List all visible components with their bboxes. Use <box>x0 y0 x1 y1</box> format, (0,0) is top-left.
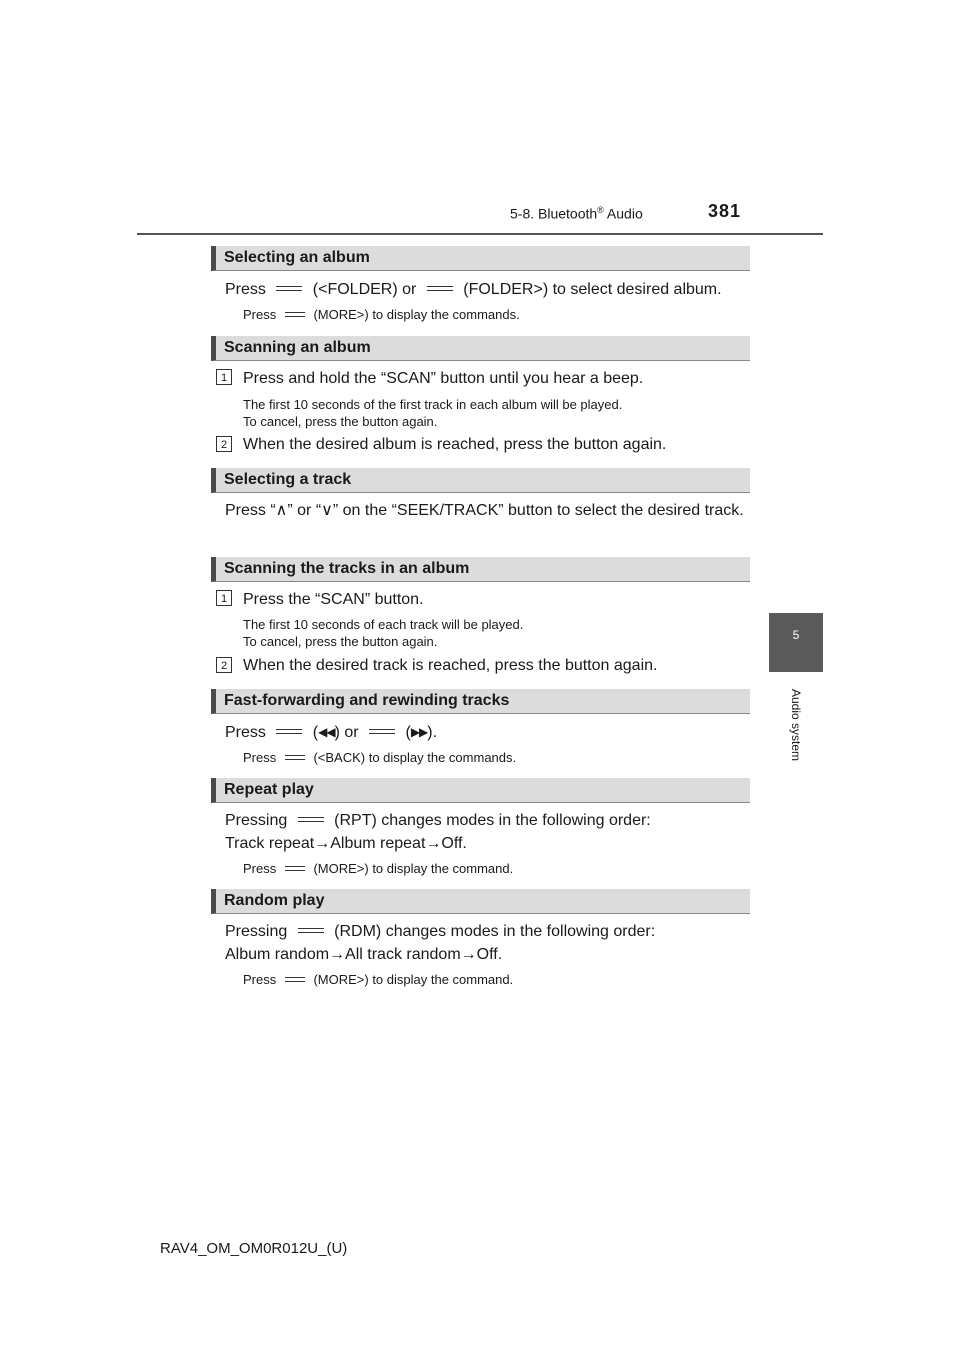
screen-button-icon <box>285 752 305 764</box>
repeat-instruction: Pressing (RPT) changes modes in the following order: <box>225 812 651 829</box>
section-header-random-play: Random play <box>211 889 750 914</box>
section-title: 5-8. Bluetooth® Audio <box>510 205 643 222</box>
document-code: RAV4_OM_OM0R012U_(U) <box>160 1240 348 1257</box>
chapter-tab: 5 <box>769 613 823 672</box>
repeat-note: Press (MORE>) to display the command. <box>243 861 514 876</box>
section-header-selecting-album: Selecting an album <box>211 246 750 271</box>
scan-tracks-step-1: Press the “SCAN” button. <box>243 591 424 608</box>
section-header-fast-forward: Fast-forwarding and rewinding tracks <box>211 689 750 714</box>
screen-button-icon <box>298 814 324 826</box>
step-number: 1 <box>216 590 232 606</box>
registered-mark: ® <box>597 205 604 215</box>
screen-button-icon <box>298 925 324 937</box>
scan-album-note-1: The first 10 seconds of the first track in each album will be played. <box>243 397 623 412</box>
scan-album-step-2: When the desired album is reached, press the button again. <box>243 436 667 453</box>
track-instruction: Press “∧” or “∨” on the “SEEK/TRACK” button to select the desired track. <box>225 502 744 519</box>
album-instruction: Press (<FOLDER) or (FOLDER>) to select desired album. <box>225 281 722 298</box>
screen-button-icon <box>276 283 302 295</box>
screen-button-icon <box>427 283 453 295</box>
random-instruction: Pressing (RDM) changes modes in the following order: <box>225 923 656 940</box>
rewind-icon: ◀◀ <box>318 725 335 739</box>
section-header-scanning-tracks: Scanning the tracks in an album <box>211 557 750 582</box>
random-order: Album random→All track random→Off. <box>225 946 503 963</box>
screen-button-icon <box>276 726 302 738</box>
step-number: 2 <box>216 657 232 673</box>
random-note: Press (MORE>) to display the command. <box>243 972 514 987</box>
scan-tracks-note-2: To cancel, press the button again. <box>243 634 438 649</box>
screen-button-icon <box>285 309 305 321</box>
step-number: 1 <box>216 369 232 385</box>
fast-forward-icon: ▶▶ <box>410 725 428 739</box>
section-header-repeat-play: Repeat play <box>211 778 750 803</box>
chapter-tab-label: Audio system <box>789 688 803 762</box>
section-header-scanning-album: Scanning an album <box>211 336 750 361</box>
scan-album-note-2: To cancel, press the button again. <box>243 414 438 429</box>
scan-album-step-1: Press and hold the “SCAN” button until you hear a beep. <box>243 370 644 387</box>
section-header-selecting-track: Selecting a track <box>211 468 750 493</box>
screen-button-icon <box>285 863 305 875</box>
page-number: 381 <box>708 201 742 221</box>
album-note: Press (MORE>) to display the commands. <box>243 307 520 322</box>
header-rule <box>137 233 823 235</box>
scan-tracks-note-1: The first 10 seconds of each track will be played. <box>243 617 524 632</box>
screen-button-icon <box>369 726 395 738</box>
ff-instruction: Press (◀◀) or (▶▶). <box>225 721 437 744</box>
ff-note: Press (<BACK) to display the commands. <box>243 750 517 765</box>
step-number: 2 <box>216 436 232 452</box>
repeat-order: Track repeat→Album repeat→Off. <box>225 835 467 852</box>
scan-tracks-step-2: When the desired track is reached, press the button again. <box>243 657 658 674</box>
screen-button-icon <box>285 974 305 986</box>
